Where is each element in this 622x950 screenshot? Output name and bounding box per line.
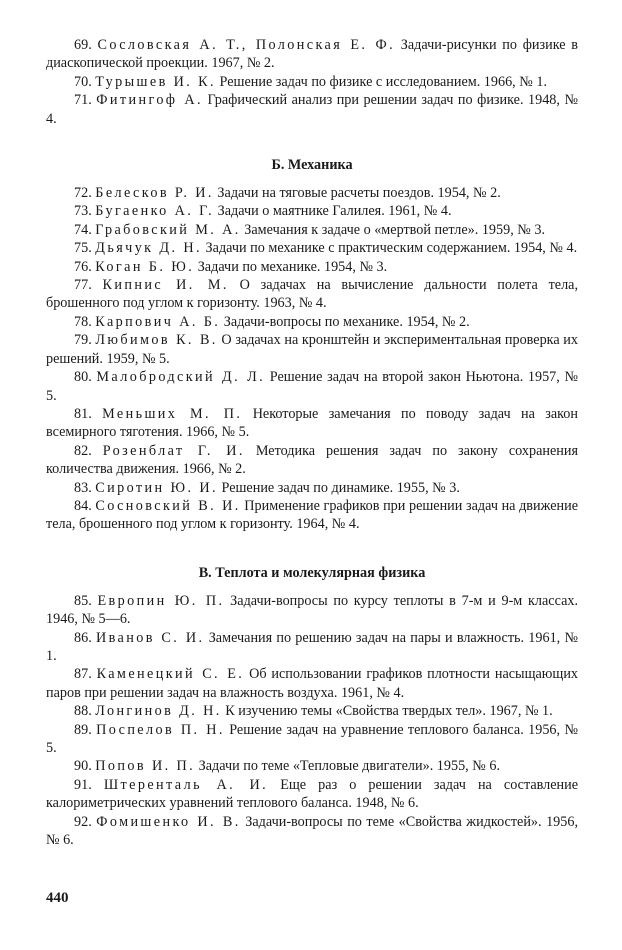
bib-entry <box>46 405 578 442</box>
entry-text: Задачи по механике. 1954, № 3. <box>194 258 388 275</box>
entry-text: Применение графиков при решении задач на движение тела, брошенного под углом к горизонту. 1964, № 4. <box>46 497 578 533</box>
entry-author: Попов И. П. <box>95 758 196 775</box>
bib-entry <box>46 36 578 73</box>
entry-author: Лонгинов Д. Н. <box>95 703 222 720</box>
entry-author: Кипнис И. М. <box>102 277 229 294</box>
bib-entry <box>46 73 578 91</box>
bib-entry <box>46 813 578 850</box>
entry-number: 69. <box>74 37 92 53</box>
bib-entry <box>46 91 578 128</box>
bib-entry <box>46 721 578 758</box>
entry-number: 88. <box>74 703 92 720</box>
entry-number: 92. <box>74 813 92 830</box>
bib-entry <box>46 258 578 276</box>
entry-author: Фитингоф А. <box>96 92 203 109</box>
entry-number: 86. <box>74 629 92 646</box>
entry-number: 84. <box>74 497 92 514</box>
entry-text: Задачи по механике с практическим содержанием. 1954, № 4. <box>202 240 578 257</box>
bib-entry <box>46 479 578 497</box>
bib-entry <box>46 202 578 220</box>
entries-heat <box>46 592 578 850</box>
entry-text: Решение задач по физике с исследованием. 1966, № 1. <box>215 73 547 90</box>
entry-author: Грабовский М. А. <box>95 221 241 238</box>
entry-text: Задачи-рисунки по физике в диаскопической проекции. 1967, № 2. <box>46 37 578 72</box>
entry-author: Карпович А. Б. <box>95 313 221 330</box>
entry-number: 81. <box>74 405 92 422</box>
entry-number: 76. <box>74 258 92 275</box>
bib-entry <box>46 665 578 702</box>
entry-text: Об использовании графиков плотности насыщающих паров при решении задач на влажность воздуха. 1961, № 4. <box>46 666 579 701</box>
entry-number: 78. <box>74 313 92 330</box>
entry-author: Коган Б. Ю. <box>95 258 195 275</box>
entry-text: Задачи по теме «Тепловые двигатели». 1955, № 6. <box>195 758 500 775</box>
bib-entry <box>46 368 578 405</box>
entry-number: 73. <box>74 203 92 220</box>
entry-number: 90. <box>74 758 92 775</box>
entry-author: Розенблат Г. И. <box>102 442 245 459</box>
entry-number: 74. <box>74 221 92 238</box>
entry-number: 85. <box>74 592 92 609</box>
bib-entry <box>46 702 578 720</box>
entry-text: О задачах на кронштейн и экспериментальная проверка их решений. 1959, № 5. <box>46 332 578 367</box>
bib-entry <box>46 592 578 629</box>
entries-top <box>46 36 578 128</box>
entry-author: Европин Ю. П. <box>97 592 225 609</box>
entry-text: Еще раз о решении задач на составление калориметрических уравнений теплового баланса. 1948, № 6. <box>46 776 579 812</box>
entry-text: К изучению темы «Свойства твердых тел». 1967, № 1. <box>221 703 553 720</box>
entry-author: Любимов К. В. <box>95 332 218 349</box>
entry-text: Задачи-вопросы по теме «Свойства жидкостей». 1956, № 6. <box>46 813 578 849</box>
entry-text: О задачах на вычисление дальности полета тела, брошенного под углом к горизонту. 1963, № 4. <box>46 277 579 312</box>
entry-author: Сиротин Ю. И. <box>95 479 218 496</box>
entry-author: Иванов С. И. <box>95 629 205 646</box>
bib-entry <box>46 313 578 331</box>
entry-author: Поспелов П. Н. <box>96 721 225 738</box>
entry-author: Меньших М. П. <box>102 405 243 422</box>
entry-number: 71. <box>74 92 92 109</box>
entry-text: Графический анализ при решении задач по физике. 1948, № 4. <box>46 92 578 127</box>
bib-entry <box>46 276 578 313</box>
bib-entry <box>46 184 578 202</box>
bib-entry <box>46 221 578 239</box>
bib-entry <box>46 757 578 775</box>
bib-entry <box>46 497 578 534</box>
section-heading-mechanics: Б. Механика <box>271 157 353 174</box>
entry-number: 83. <box>74 479 92 496</box>
entry-author: Штеренталь А. И. <box>103 776 269 793</box>
entry-author: Дьячук Д. Н. <box>95 240 202 257</box>
bib-entry <box>46 442 578 479</box>
bib-entry <box>46 331 578 368</box>
bib-entry <box>46 629 578 666</box>
entry-text: Замечания к задаче о «мертвой петле». 1959, № 3. <box>240 221 546 238</box>
entry-author: Белесков Р. И. <box>95 185 214 202</box>
entry-text: Решение задач на второй закон Ньютона. 1957, № 5. <box>46 369 578 404</box>
entry-author: Малобродский Д. Л. <box>96 369 266 386</box>
entry-author: Фомишенко И. В. <box>96 813 241 830</box>
entry-number: 80. <box>74 369 92 386</box>
entry-text: Решение задач на уравнение теплового баланса. 1956, № 5. <box>46 721 578 756</box>
entry-number: 77. <box>74 277 92 294</box>
entry-text: Задачи на тяговые расчеты поездов. 1954, № 2. <box>213 185 501 202</box>
entry-author: Сосновский В. И. <box>95 497 241 514</box>
entry-number: 82. <box>74 442 92 459</box>
entry-text: Задачи о маятнике Галилея. 1961, № 4. <box>214 203 452 220</box>
bib-entry <box>46 776 578 813</box>
entry-author: Турышев И. К. <box>95 73 216 90</box>
entry-number: 89. <box>74 721 92 738</box>
entries-mechanics <box>46 184 578 534</box>
entry-text: Решение задач по динамике. 1955, № 3. <box>217 479 460 496</box>
entry-number: 72. <box>74 185 92 202</box>
entry-number: 70. <box>74 73 92 90</box>
entry-number: 91. <box>74 776 92 793</box>
entry-number: 87. <box>74 666 92 683</box>
bib-entry <box>46 239 578 257</box>
entry-text: Некоторые замечания по поводу задач на закон всемирного тяготения. 1966, № 5. <box>46 405 578 441</box>
page-number: 440 <box>46 890 69 906</box>
entry-author: Каменецкий С. Е. <box>96 666 245 683</box>
entry-text: Замечания по решению задач на пары и влажность. 1961, № 1. <box>46 629 578 664</box>
entry-number: 75. <box>74 240 92 257</box>
entry-author: Сословская А. Т., Полонская Е. Ф. <box>97 37 396 53</box>
entry-author: Бугаенко А. Г. <box>95 203 215 220</box>
entry-text: Методика решения задач по закону сохранения количества движения. 1966, № 2. <box>46 442 578 478</box>
section-heading-heat: В. Теплота и молекулярная физика <box>198 564 426 581</box>
entry-number: 79. <box>74 332 92 349</box>
entry-text: Задачи-вопросы по курсу теплоты в 7-м и 9-м классах. 1946, № 5—6. <box>46 592 579 628</box>
entry-text: Задачи-вопросы по механике. 1954, № 2. <box>220 313 470 330</box>
